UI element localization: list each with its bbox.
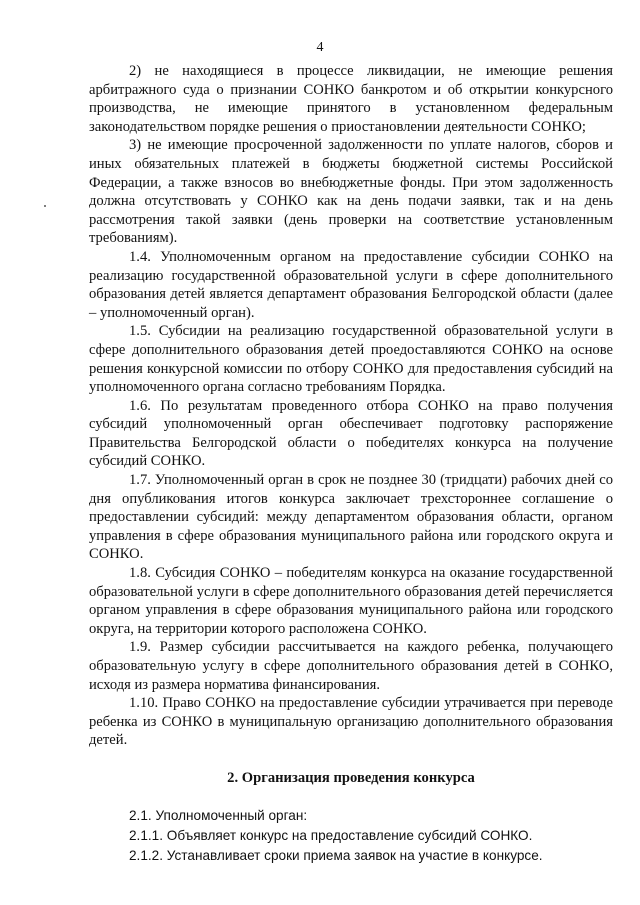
- paragraph-1-9: 1.9. Размер субсидии рассчитывается на каждого ребенка, получающего образовательную услугу в сфере дополнительного образования детей в СОНКО, исходя из размера норматива финансирования.: [89, 639, 613, 693]
- subitem-2-1: 2.1. Уполномоченный орган:: [129, 807, 308, 823]
- paragraph-1-4: 1.4. Уполномоченным органом на предоставление субсидии СОНКО на реализацию государственной образовательной услуги в сфере дополнительного образования детей является департамент образования Белгородской области (далее – уполномоченный орган).: [89, 248, 613, 321]
- paragraph-1-5: 1.5. Субсидии на реализацию государственной образовательной услуги в сфере дополнительного образования детей проедоставляются СОНКО на основе решения конкурсной комиссии по отбору СОНКО для предоставления субсидий на уполномоченного органа согласно требованиям Порядка.: [89, 323, 613, 396]
- paragraph-item-3: 3) не имеющие просроченной задолженности по уплате налогов, сборов и иных обязательных платежей в бюджеты бюджетной системы Российской Федерации, а также взносов во внебюджетные фонды. При этом задолженность должна отсутствовать у СОНКО как на день подачи заявки, так и на день рассмотрения такой заявки (день проверки на соответствие установленным требованиям).: [89, 137, 613, 247]
- subitem-2-1-1: 2.1.1. Объявляет конкурс на предоставление субсидий СОНКО.: [129, 827, 533, 843]
- section-heading: 2. Организация проведения конкурса: [227, 769, 475, 786]
- paragraph-1-8: 1.8. Субсидия СОНКО – победителям конкурса на оказание государственной образовательной услуги в сфере дополнительного образования детей перечисляется органом управления в сфере образования муниципального района или городского округа, на территории которого расположена СОНКО.: [89, 565, 613, 637]
- page-number: 4: [316, 40, 324, 55]
- paragraph-1-6: 1.6. По результатам проведенного отбора СОНКО на право получения субсидий уполномоченный орган обеспечивает подготовку распоряжение Правительства Белгородской области о победителях конкурса на получение субсидий СОНКО.: [89, 397, 613, 470]
- document-body: [89, 62, 613, 866]
- paragraph-item-2: 2) не находящиеся в процессе ликвидации, не имеющие решения арбитражного суда о признании СОНКО банкротом и об открытии конкурсного производства, не имеющие принятого в установленном федеральным законодательством порядке решения о приостановлении деятельности СОНКО;: [89, 63, 613, 135]
- subitem-2-1-2: 2.1.2. Устанавливает сроки приема заявок на участие в конкурсе.: [129, 847, 543, 863]
- paragraph-1-10: 1.10. Право СОНКО на предоставление субсидии утрачивается при переводе ребенка из СОНКО в муниципальную организацию дополнительного образования детей.: [89, 695, 613, 749]
- paragraph-1-7: 1.7. Уполномоченный орган в срок не позднее 30 (тридцати) рабочих дней со дня опубликования итогов конкурса заключает трехстороннее соглашение о предоставлении субсидий: между департаментом образования области, органом управления в сфере образования муниципального района или городского округа и СОНКО.: [89, 472, 613, 563]
- margin-mark: [44, 205, 46, 207]
